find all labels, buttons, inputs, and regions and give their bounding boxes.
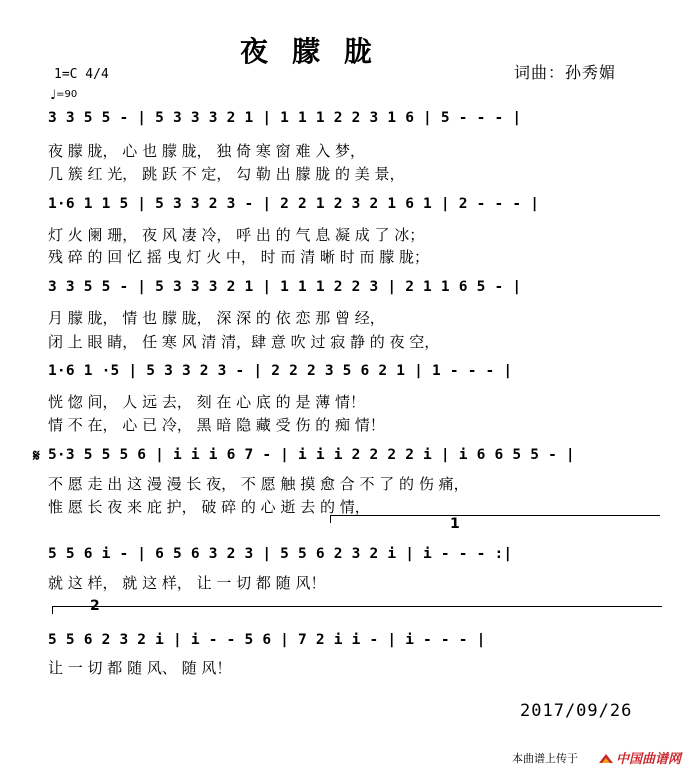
quarter-note-icon: ♩ <box>50 88 57 103</box>
notation-line: 3 3 5 5 - | 5 3 3 3 2 1 | 1 1 1 2 2 3 | 2 1 1 6 5 - | <box>48 279 522 295</box>
upload-credit: 本曲谱上传于 <box>512 752 578 765</box>
notation-line: 5 5 6 i - | 6 5 6 3 2 3 | 5 5 6 2 3 2 i | i - - - :| <box>48 546 513 562</box>
volta-2-number: 2 <box>90 598 100 614</box>
tempo-value: =90 <box>56 89 78 100</box>
lyric-line: 几 簇 红 光， 跳 跃 不 定， 勾 勒 出 朦 胧 的 美 景， <box>48 165 405 183</box>
lyric-line: 让 一 切 都 随 风、 随 风！ <box>48 659 232 677</box>
lyric-line: 灯 火 阑 珊， 夜 风 凄 冷， 呼 出 的 气 息 凝 成 了 冰； <box>48 226 425 244</box>
notation-line: 5 5 6 2 3 2 i | i - - 5 6 | 7 2 i i - | i - - - | <box>48 632 486 648</box>
logo-icon <box>598 752 614 765</box>
lyric-line: 不 愿 走 出 这 漫 漫 长 夜， 不 愿 触 摸 愈 合 不 了 的 伤 痛， <box>48 475 469 493</box>
lyric-line: 惟 愿 长 夜 来 庇 护， 破 碎 的 心 逝 去 的 情， <box>48 498 370 516</box>
date-stamp: 2017/09/26 <box>520 701 633 721</box>
notation-line: 3 3 5 5 - | 5 3 3 3 2 1 | 1 1 1 2 2 3 1 6 | 5 - - - | <box>48 110 522 126</box>
song-title: 夜朦胧 <box>240 35 397 68</box>
segno-icon: 𝄋 <box>33 446 40 465</box>
logo-text: 中国曲谱网 <box>616 752 682 767</box>
volta-2-line <box>52 606 662 607</box>
lyric-line: 残 碎 的 回 忆 摇 曳 灯 火 中， 时 而 清 晰 时 而 朦 胧； <box>48 248 430 266</box>
notation-line: 1·6 1 ·5 | 5 3 3 2 3 - | 2 2 2 3 5 6 2 1 | 1 - - - | <box>48 363 513 379</box>
key-signature: 1=C 4/4 <box>54 67 109 82</box>
notation-line: 5·3 5 5 5 6 | i i i 6 7 - | i i i 2 2 2 2 i | i 6 6 5 5 - | <box>48 447 575 463</box>
tempo-marking <box>50 88 77 103</box>
volta-2-tick <box>52 606 53 614</box>
volta-1-line <box>330 515 660 516</box>
volta-1-number: 1 <box>450 516 460 532</box>
lyric-line: 恍 惚 间， 人 远 去， 刻 在 心 底 的 是 薄 情！ <box>48 393 365 411</box>
lyric-line: 夜 朦 胧， 心 也 朦 胧， 独 倚 寒 窗 难 入 梦， <box>48 142 365 160</box>
composer-credit: 词曲：孙秀媚 <box>514 63 617 82</box>
lyric-line: 闭 上 眼 睛， 任 寒 风 清 清，肆 意 吹 过 寂 静 的 夜 空， <box>48 333 440 351</box>
site-logo <box>598 748 681 767</box>
volta-1-tick <box>330 515 331 523</box>
lyric-line: 月 朦 胧， 情 也 朦 胧， 深 深 的 依 恋 那 曾 经， <box>48 309 385 327</box>
lyric-line: 就 这 样， 就 这 样， 让 一 切 都 随 风！ <box>48 574 326 592</box>
notation-line: 1·6 1 1 5 | 5 3 3 2 3 - | 2 2 1 2 3 2 1 6 1 | 2 - - - | <box>48 196 540 212</box>
lyric-line: 情 不 在， 心 已 冷， 黑 暗 隐 藏 受 伤 的 痴 情！ <box>48 416 385 434</box>
